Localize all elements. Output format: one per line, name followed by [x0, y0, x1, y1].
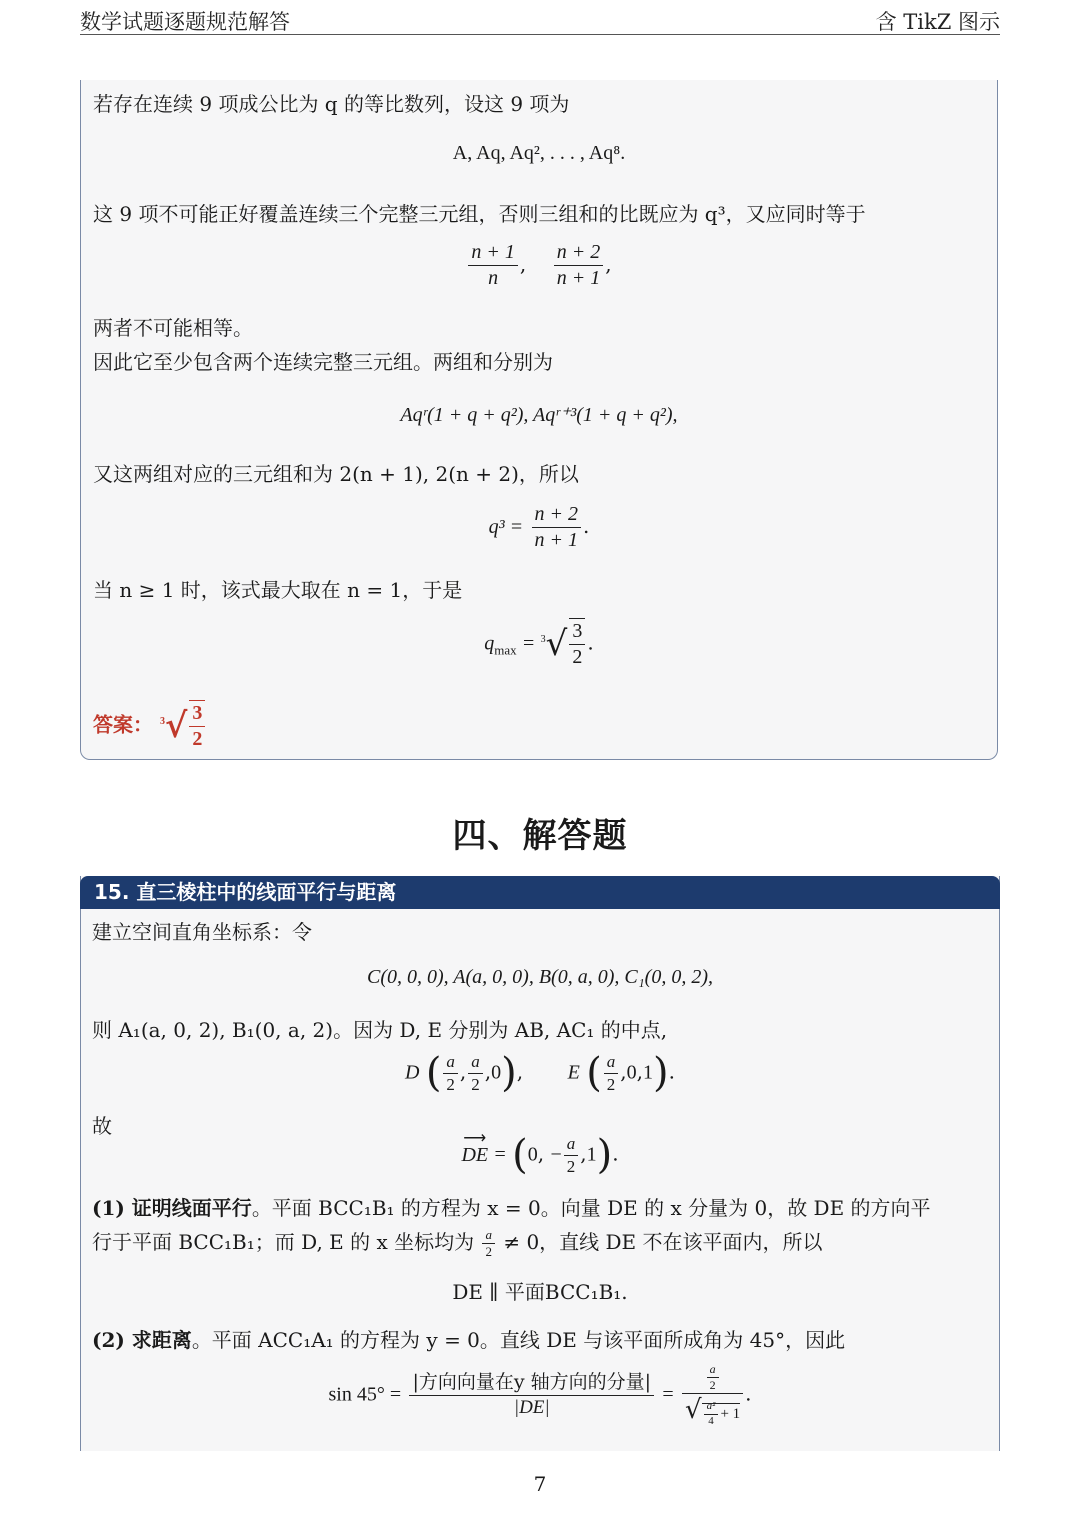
p15-line-1: 建立空间直角坐标系：令 [92, 920, 312, 944]
text-line-5: 又这两组对应的三元组和为 2(n + 1), 2(n + 2)，所以 [93, 462, 579, 486]
section-title: 四、解答题 [452, 816, 628, 856]
equation-q-cubed: q³ = $\frac{n + 2}{n + 1}$ . [488, 503, 590, 551]
p15-coordinates: C(0, 0, 0), A(a, 0, 0), B(0, a, 0), C₁(0, 0, 2), [367, 966, 713, 988]
p15-sine-equation: sin 45° = $\frac{\text{|方向向量在y 轴方向的分量|}}{|DE|}$ = $\frac{a}{2}$ √ $\frac{\text{a²}}{4}$ + 1 . [328, 1362, 752, 1427]
part1-label: (1) 证明线面平行 [92, 1196, 252, 1220]
problem-15-title: 15. 直三棱柱中的线面平行与距离 [80, 876, 1000, 909]
answer-value: $^3$√ $\frac{3}{2}$ [160, 700, 207, 752]
text-line-3: 两者不可能相等。 [93, 316, 253, 340]
fraction-q3: $\frac{n + 2}{n + 1}$ [532, 502, 582, 553]
answer-label: 答案： [93, 712, 153, 737]
fraction-1: $\frac{n + 1}{n}$ [468, 240, 518, 291]
equation-fractions: $\frac{n + 1}{n}$ , $\frac{n + 2}{n + 1}$ , [81, 240, 997, 291]
text-line-1: 若存在连续 9 项成公比为 q 的等比数列，设这 9 项为 [93, 92, 570, 116]
cube-root: $^3$√ $\frac{3}{2}$ . [540, 620, 594, 668]
header-rule [80, 34, 1000, 35]
equation-qmax: $q_{max} = ^3√$ $\frac{3}{2}$ . [484, 620, 594, 668]
equation-sequence: A, Aq, Aq², . . . , Aq⁸. [452, 142, 626, 164]
p15-part1-line1: (1) 证明线面平行。平面 BCC₁B₁ 的方程为 x = 0。向量 DE 的 x 分量为 0，故 DE 的方向平 [92, 1196, 931, 1220]
p15-vector-de: ⟶ DE = (0, − $\frac{a}{2}$ ,1). [461, 1129, 619, 1178]
text-line-6: 当 n ≥ 1 时，该式最大取在 n = 1，于是 [93, 578, 463, 602]
text-line-4: 因此它至少包含两个连续完整三元组。两组和分别为 [93, 350, 553, 374]
p15-midpoints: D ( $\frac{a}{2}$ , $\frac{a}{2}$ ,0), E ( $\frac{a}{2}$ ,0,1). [405, 1050, 675, 1096]
p15-part1-line2: 行于平面 BCC₁B₁；而 D, E 的 x 坐标均为 $\frac{a}{2}$ ≠ 0，直线 DE 不在该平面内，所以 [92, 1226, 823, 1259]
p15-line-3: 故 [92, 1114, 112, 1138]
running-header-note: 含 TikZ 图示 [875, 10, 1000, 34]
p15-parallel-result: DE ∥ 平面BCC₁B₁. [452, 1280, 628, 1304]
p15-line-2: 则 A₁(a, 0, 2), B₁(0, a, 2)。因为 D, E 分别为 AB, AC₁ 的中点, [92, 1018, 668, 1042]
running-header-title: 数学试题逐题规范解答 [80, 10, 290, 34]
equation-group-sums: Aqʳ(1 + q + q²), Aqʳ⁺³(1 + q + q²), [400, 404, 678, 426]
answer-line [93, 700, 207, 752]
text-line-2: 这 9 项不可能正好覆盖连续三个完整三元组，否则三组和的比既应为 q³，又应同时等于 [93, 202, 866, 226]
p15-part2-line1: (2) 求距离。平面 ACC₁A₁ 的方程为 y = 0。直线 DE 与该平面所成角为 45°，因此 [92, 1328, 846, 1352]
fraction-2: $\frac{n + 2}{n + 1}$ [554, 240, 604, 291]
page-number: 7 [533, 1472, 547, 1496]
part2-label: (2) 求距离 [92, 1328, 192, 1352]
solution-box-continued [80, 80, 998, 760]
